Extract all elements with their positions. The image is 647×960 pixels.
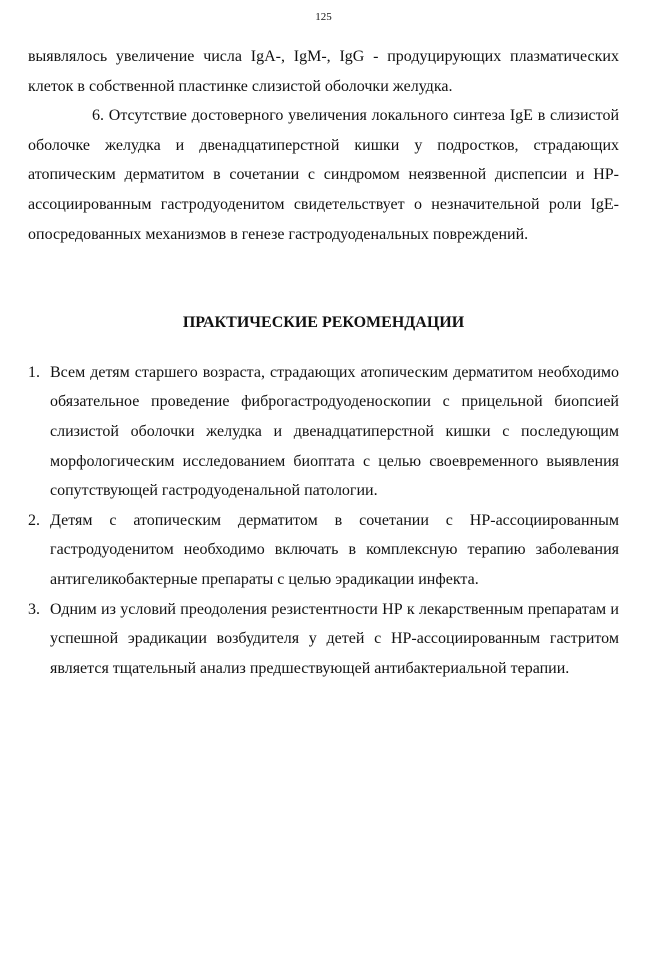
recommendation-item: [28, 506, 619, 595]
recommendation-text: Одним из условий преодоления резистентности НР к лекарственным препаратам и успешной эрадикации возбудителя у детей с НР-ассоциированным гастритом является тщательный анализ предшествующей антибактериальной терапии.: [50, 600, 619, 677]
paragraph-continuation: выявлялось увеличение числа IgA-, IgM-, IgG - продуцирующих плазматических клеток в собственной пластинке слизистой оболочки желудка.: [28, 48, 619, 95]
paragraph-conclusion-6: 6. Отсутствие достоверного увеличения локального синтеза IgE в слизистой оболочке желудка и двенадцатиперстной кишки у подростков, страдающих атопическим дерматитом в сочетании с синдромом неязвенной диспепсии и НР-ассоциированным гастродуоденитом свидетельствует о незначительной роли IgE-опосредованных механизмов в генезе гастродуоденальных повреждений.: [28, 107, 619, 243]
recommendation-item: [28, 595, 619, 684]
recommendation-number: 2.: [28, 511, 40, 529]
recommendation-item: [28, 358, 619, 506]
recommendation-number: 1.: [28, 363, 40, 381]
recommendations-list: [28, 358, 619, 684]
recommendation-number: 3.: [28, 600, 40, 618]
section-heading: ПРАКТИЧЕСКИЕ РЕКОМЕНДАЦИИ: [182, 314, 465, 332]
recommendation-text: Детям с атопическим дерматитом в сочетании с НР-ассоциированным гастродуоденитом необходимо включать в комплексную терапию заболевания антигеликобактерные препараты с целью эрадикации инфекта.: [50, 511, 619, 588]
document-body: [28, 42, 619, 683]
page-number: 125: [315, 11, 332, 23]
recommendation-text: Всем детям старшего возраста, страдающих атопическим дерматитом необходимо обязательное проведение фиброгастродуоденоскопии с прицельной биопсией слизистой оболочки желудка и двенадцатиперстной кишки с последующим морфологическим исследованием биоптата с целью своевременного выявления сопутствующей гастродуоденальной патологии.: [50, 363, 619, 500]
